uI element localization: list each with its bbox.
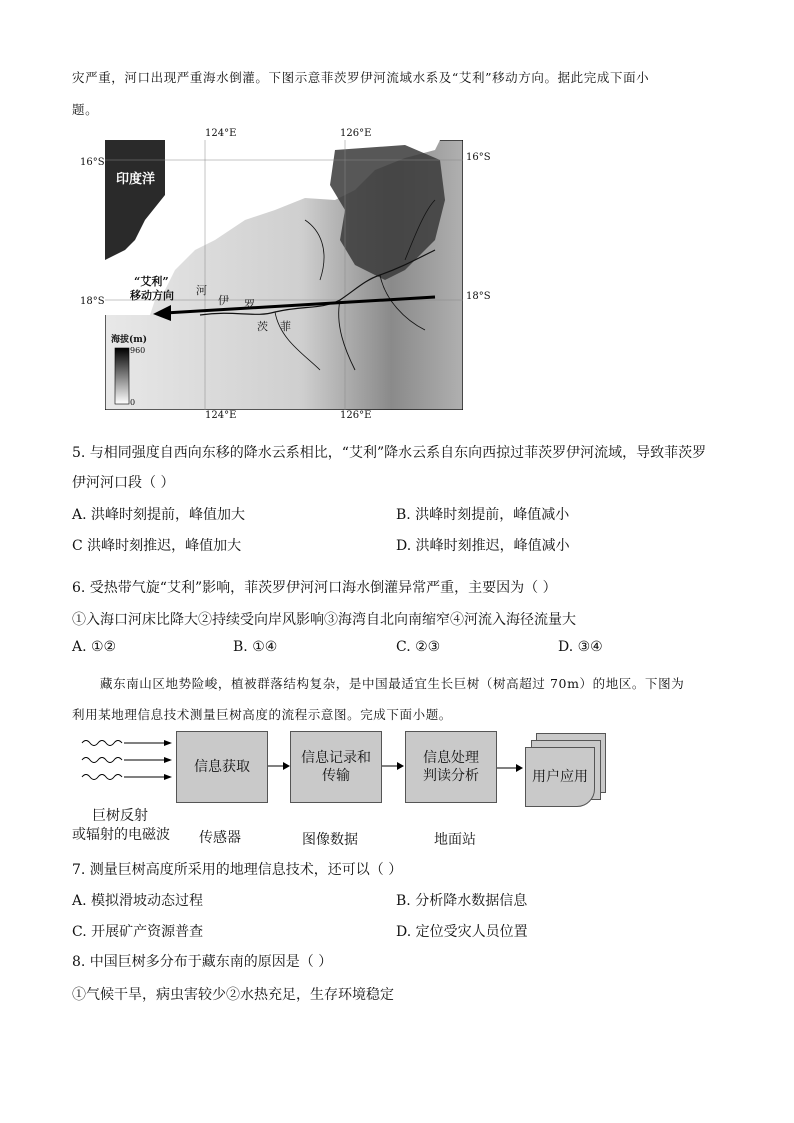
river-char-yi: 伊 [218, 294, 229, 307]
q7-stem: 7. 测量巨树高度所采用的地理信息技术，还可以（ ） [72, 862, 403, 878]
flow-box-info-transmission: 信息记录和 传输 [290, 731, 382, 803]
flow-caption-em-wave-line2: 或辐射的电磁波 [72, 827, 170, 843]
q5-option-b[interactable]: B. 洪峰时刻提前，峰值减小 [396, 507, 570, 523]
legend-title: 海拔(m) [111, 335, 148, 345]
q5-option-a[interactable]: A. 洪峰时刻提前，峰值加大 [72, 507, 246, 523]
ocean-label: 印度洋 [116, 172, 156, 187]
flow-caption-image-data: 图像数据 [302, 832, 358, 848]
flow-arrow-3 [497, 762, 525, 774]
elevation-legend-bar [115, 348, 129, 404]
q6-stem-line1: 6. 受热带气旋“艾利”影响，菲茨罗伊河河口海水倒灌异常严重，主要因为（ ） [72, 580, 557, 596]
flow-arrow-1 [268, 760, 292, 772]
lat-label-left-18: 18°S [80, 296, 105, 307]
river-char-ci: 茨 [257, 320, 268, 333]
flow-arrow-2 [382, 760, 406, 772]
cyclone-label-direction: 移动方向 [130, 289, 174, 302]
intro2-text-line1: 藏东南山区地势险峻，植被群落结构复杂，是中国最适宜生长巨树（树高超过 70m）的地区。下图为 [100, 676, 685, 691]
legend-max: 960 [130, 346, 146, 355]
river-char-fei: 菲 [280, 320, 291, 333]
q5-option-d[interactable]: D. 洪峰时刻推迟，峰值减小 [396, 538, 570, 554]
lon-label-bottom-124: 124°E [205, 410, 237, 421]
flow-caption-ground-station: 地面站 [434, 832, 476, 848]
intro-text-line1: 灾严重，河口出现严重海水倒灌。下图示意菲茨罗伊河流域水系及“艾利”移动方向。据此完成下面小 [72, 70, 650, 85]
q6-option-b[interactable]: B. ①④ [233, 639, 278, 655]
legend-min: 0 [130, 398, 136, 407]
q6-option-d[interactable]: D. ③④ [558, 639, 603, 655]
intro-text-line2: 题。 [72, 102, 99, 117]
flow-box-info-processing: 信息处理 判读分析 [405, 731, 497, 803]
q5-option-c[interactable]: C 洪峰时刻推迟，峰值加大 [72, 538, 242, 554]
q5-stem-line1: 5. 与相同强度自西向东移的降水云系相比，“艾利”降水云系自东向西掠过菲茨罗伊河流域，导致菲茨罗 [72, 445, 707, 461]
lat-label-left-16: 16°S [80, 157, 105, 168]
flow-caption-em-wave-line1: 巨树反射 [92, 808, 148, 824]
intro2-text-line2: 利用某地理信息技术测量巨树高度的流程示意图。完成下面小题。 [72, 707, 452, 722]
q6-option-a[interactable]: A. ①② [72, 639, 117, 655]
flow-box-user-application: 用户应用 [525, 747, 595, 807]
q6-option-c[interactable]: C. ②③ [396, 639, 441, 655]
q5-stem-line2: 伊河河口段（ ） [72, 475, 175, 491]
q8-stem: 8. 中国巨树多分布于藏东南的原因是（ ） [72, 954, 333, 970]
q6-stem-line2: ①入海口河床比降大②持续受向岸风影响③海湾自北向南缩窄④河流入海径流量大 [72, 612, 576, 628]
flow-caption-sensor: 传感器 [199, 830, 241, 846]
q7-option-a[interactable]: A. 模拟滑坡动态过程 [72, 893, 204, 909]
flow-box-info-acquisition: 信息获取 [176, 731, 268, 803]
q7-option-b[interactable]: B. 分析降水数据信息 [396, 893, 528, 909]
lon-label-bottom-126: 126°E [340, 410, 372, 421]
cyclone-label-name: “艾利” [134, 275, 169, 288]
river-char-he: 河 [196, 284, 207, 297]
wave-arrows [80, 735, 180, 785]
river-char-luo: 罗 [244, 298, 255, 311]
lon-label-top-124: 124°E [205, 128, 237, 139]
lat-label-right-16: 16°S [466, 152, 491, 163]
q8-statements: ①气候干旱，病虫害较少②水热充足，生存环境稳定 [72, 987, 394, 1003]
lon-label-top-126: 126°E [340, 128, 372, 139]
lat-label-right-18: 18°S [466, 291, 491, 302]
q7-option-d[interactable]: D. 定位受灾人员位置 [396, 924, 528, 940]
q7-option-c[interactable]: C. 开展矿产资源普查 [72, 924, 204, 940]
